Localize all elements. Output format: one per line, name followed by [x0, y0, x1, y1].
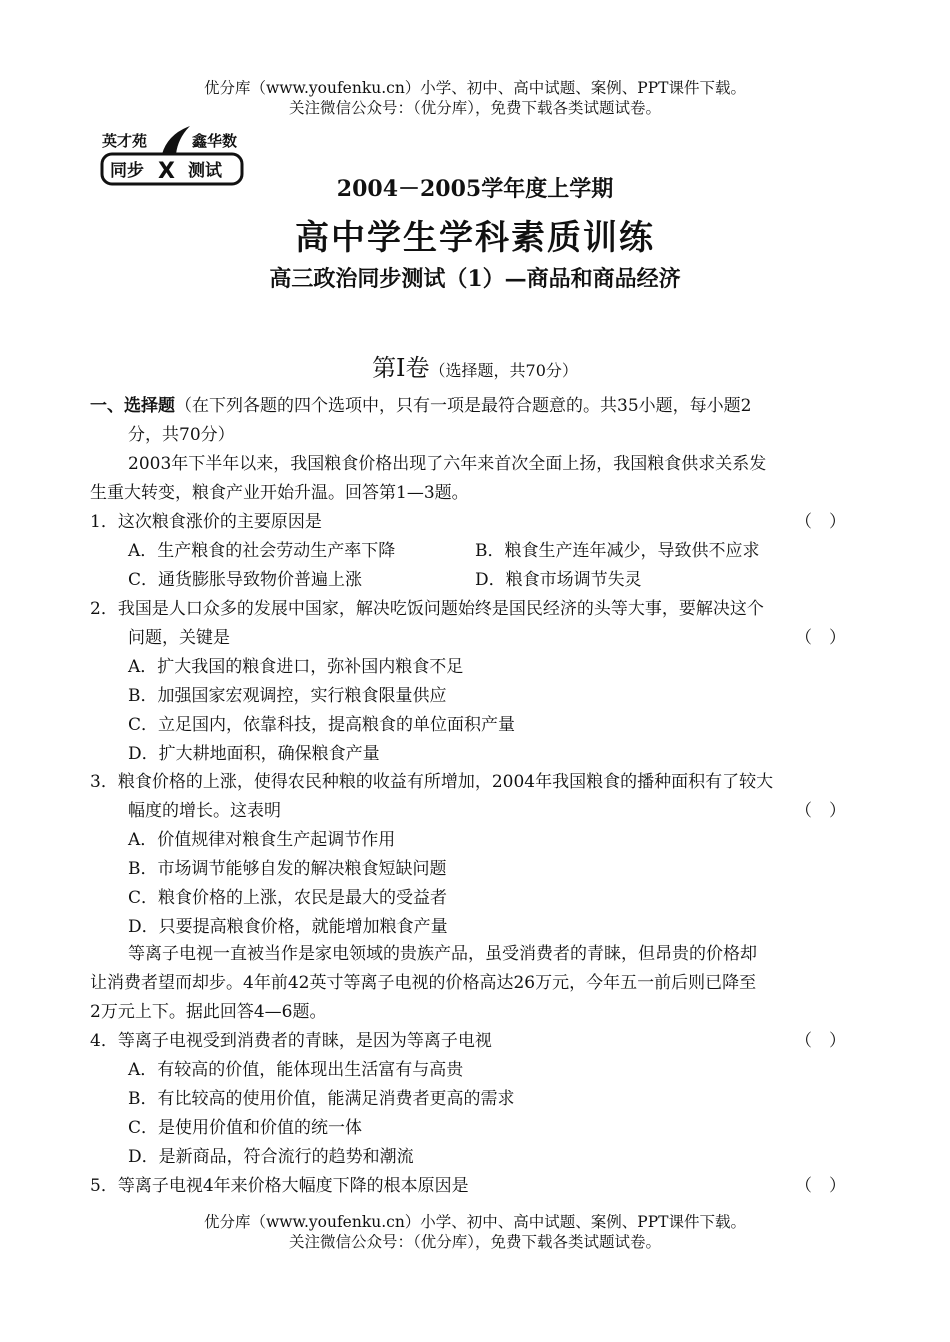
part-instructions-line2 — [0, 421, 950, 450]
q1-option-c: C．通货膨胀导致物价普遍上涨 — [128, 570, 363, 590]
site-header-line2: 关注微信公众号：（优分库），免费下载各类试题试卷。 — [288, 99, 661, 117]
q2-option-d: D．扩大耕地面积，确保粮食产量 — [128, 744, 380, 764]
q3-option-b: B．市场调节能够自发的解决粮食短缺问题 — [128, 859, 447, 879]
q2-option-a-row — [0, 653, 950, 682]
site-header-line1: 优分库（www.youfenku.cn）小学、初中、高中试题、案例、PPT课件下载。 — [203, 79, 747, 97]
q4-option-a: A．有较高的价值，能体现出生活富有与高贵 — [128, 1060, 464, 1080]
part-note-1: （在下列各题的四个选项中，只有一项是最符合题意的。共35小题，每小题2 — [175, 396, 752, 416]
q4-answer-blank: （ ） — [795, 1031, 846, 1051]
passage1-line1-row — [0, 450, 950, 479]
q3-stem-row2 — [0, 797, 950, 826]
q3-option-d-row — [0, 913, 950, 942]
q1-option-d: D．粮食市场调节失灵 — [475, 570, 642, 590]
q1-option-a: A．生产粮食的社会劳动生产率下降 — [128, 541, 396, 561]
q4-stem: 4．等离子电视受到消费者的青睐，是因为等离子电视 — [90, 1031, 492, 1051]
q4-option-b: B．有比较高的使用价值，能满足消费者更高的需求 — [128, 1089, 515, 1109]
section-heading — [0, 348, 950, 383]
q2-stem-1: 2．我国是人口众多的发展中国家，解决吃饭问题始终是国民经济的头等大事，要解决这个 — [90, 599, 764, 619]
question-4 — [0, 1027, 950, 1056]
site-footer-line2: 关注微信公众号：（优分库），免费下载各类试题试卷。 — [288, 1233, 661, 1251]
q3-stem-2: 幅度的增长。这表明 — [128, 801, 281, 821]
question-5 — [0, 1172, 950, 1201]
logo-text-top-right: 鑫华数 — [192, 132, 238, 150]
q3-stem-1: 3．粮食价格的上涨，使得农民种粮的收益有所增加，2004年我国粮食的播种面积有了较大 — [90, 772, 774, 792]
q2-option-a: A．扩大我国的粮食进口，弥补国内粮食不足 — [128, 657, 464, 677]
passage2-line1: 等离子电视一直被当作是家电领域的贵族产品，虽受消费者的青睐，但昂贵的价格却 — [128, 944, 757, 964]
q3-option-d: D．只要提高粮食价格，就能增加粮食产量 — [128, 917, 448, 937]
q2-option-d-row — [0, 740, 950, 769]
q4-option-c: C．是使用价值和价值的统一体 — [128, 1118, 363, 1138]
q2-option-b-row — [0, 682, 950, 711]
question-3 — [0, 768, 950, 797]
q4-option-d: D．是新商品，符合流行的趋势和潮流 — [128, 1147, 414, 1167]
part-label: 一、选择题 — [90, 396, 175, 416]
logo-text-bottom-right: 测试 — [188, 161, 222, 181]
part-instructions-line1 — [0, 392, 950, 421]
q2-option-c: C．立足国内，依靠科技，提高粮食的单位面积产量 — [128, 715, 516, 735]
q3-option-c: C．粮食价格的上涨，农民是最大的受益者 — [128, 888, 448, 908]
passage2-line3-row — [0, 998, 950, 1027]
passage2-line1-row — [0, 940, 950, 969]
passage2-line2-row — [0, 969, 950, 998]
q2-option-c-row — [0, 711, 950, 740]
logo-text-top-left: 英才苑 — [102, 132, 148, 150]
section-heading-note: （选择题，共70分） — [429, 361, 578, 380]
passage1-line1: 2003年下半年以来，我国粮食价格出现了六年来首次全面上扬，我国粮食供求关系发 — [128, 454, 767, 474]
q4-option-d-row — [0, 1143, 950, 1172]
q2-stem-2: 问题，关键是 — [128, 628, 230, 648]
q5-stem: 5．等离子电视4年来价格大幅度下降的根本原因是 — [90, 1176, 469, 1196]
passage1-line2-row — [0, 479, 950, 508]
title-year: 2004－2005学年度上学期 — [336, 176, 614, 202]
q4-option-c-row — [0, 1114, 950, 1143]
site-footer-line1: 优分库（www.youfenku.cn）小学、初中、高中试题、案例、PPT课件下载。 — [203, 1213, 747, 1231]
section-heading-title: 第Ⅰ卷 — [372, 354, 430, 382]
q2-answer-blank: （ ） — [795, 628, 846, 648]
passage2-line3: 2万元上下。据此回答4—6题。 — [90, 1002, 327, 1022]
q5-answer-blank: （ ） — [795, 1176, 846, 1196]
q4-option-a-row — [0, 1056, 950, 1085]
q3-option-c-row — [0, 884, 950, 913]
q3-option-b-row — [0, 855, 950, 884]
question-2 — [0, 595, 950, 624]
logo-text-bottom-left: 同步 — [110, 161, 144, 181]
title-main: 高中学生学科素质训练 — [295, 218, 655, 258]
q3-option-a: A．价值规律对粮食生产起调节作用 — [128, 830, 396, 850]
q2-stem-row2 — [0, 624, 950, 653]
part-note-2: 分，共70分） — [128, 425, 235, 445]
q4-option-b-row — [0, 1085, 950, 1114]
q2-option-b: B．加强国家宏观调控，实行粮食限量供应 — [128, 686, 447, 706]
q1-options-row1 — [0, 537, 950, 566]
logo-x-mark: X — [158, 159, 175, 184]
passage2-line2: 让消费者望而却步。4年前42英寸等离子电视的价格高达26万元，今年五一前后则已降至 — [90, 973, 757, 993]
q3-answer-blank: （ ） — [795, 801, 846, 821]
q1-options-row2 — [0, 566, 950, 595]
logo-quill-icon — [162, 126, 190, 154]
passage1-line2: 生重大转变，粮食产业开始升温。回答第1—3题。 — [90, 483, 469, 503]
q1-option-b: B．粮食生产连年减少，导致供不应求 — [475, 541, 760, 561]
title-sub: 高三政治同步测试（1）—商品和商品经济 — [269, 266, 681, 292]
q1-stem: 1．这次粮食涨价的主要原因是 — [90, 512, 322, 532]
question-1 — [0, 508, 950, 537]
q1-answer-blank: （ ） — [795, 512, 846, 532]
q3-option-a-row — [0, 826, 950, 855]
